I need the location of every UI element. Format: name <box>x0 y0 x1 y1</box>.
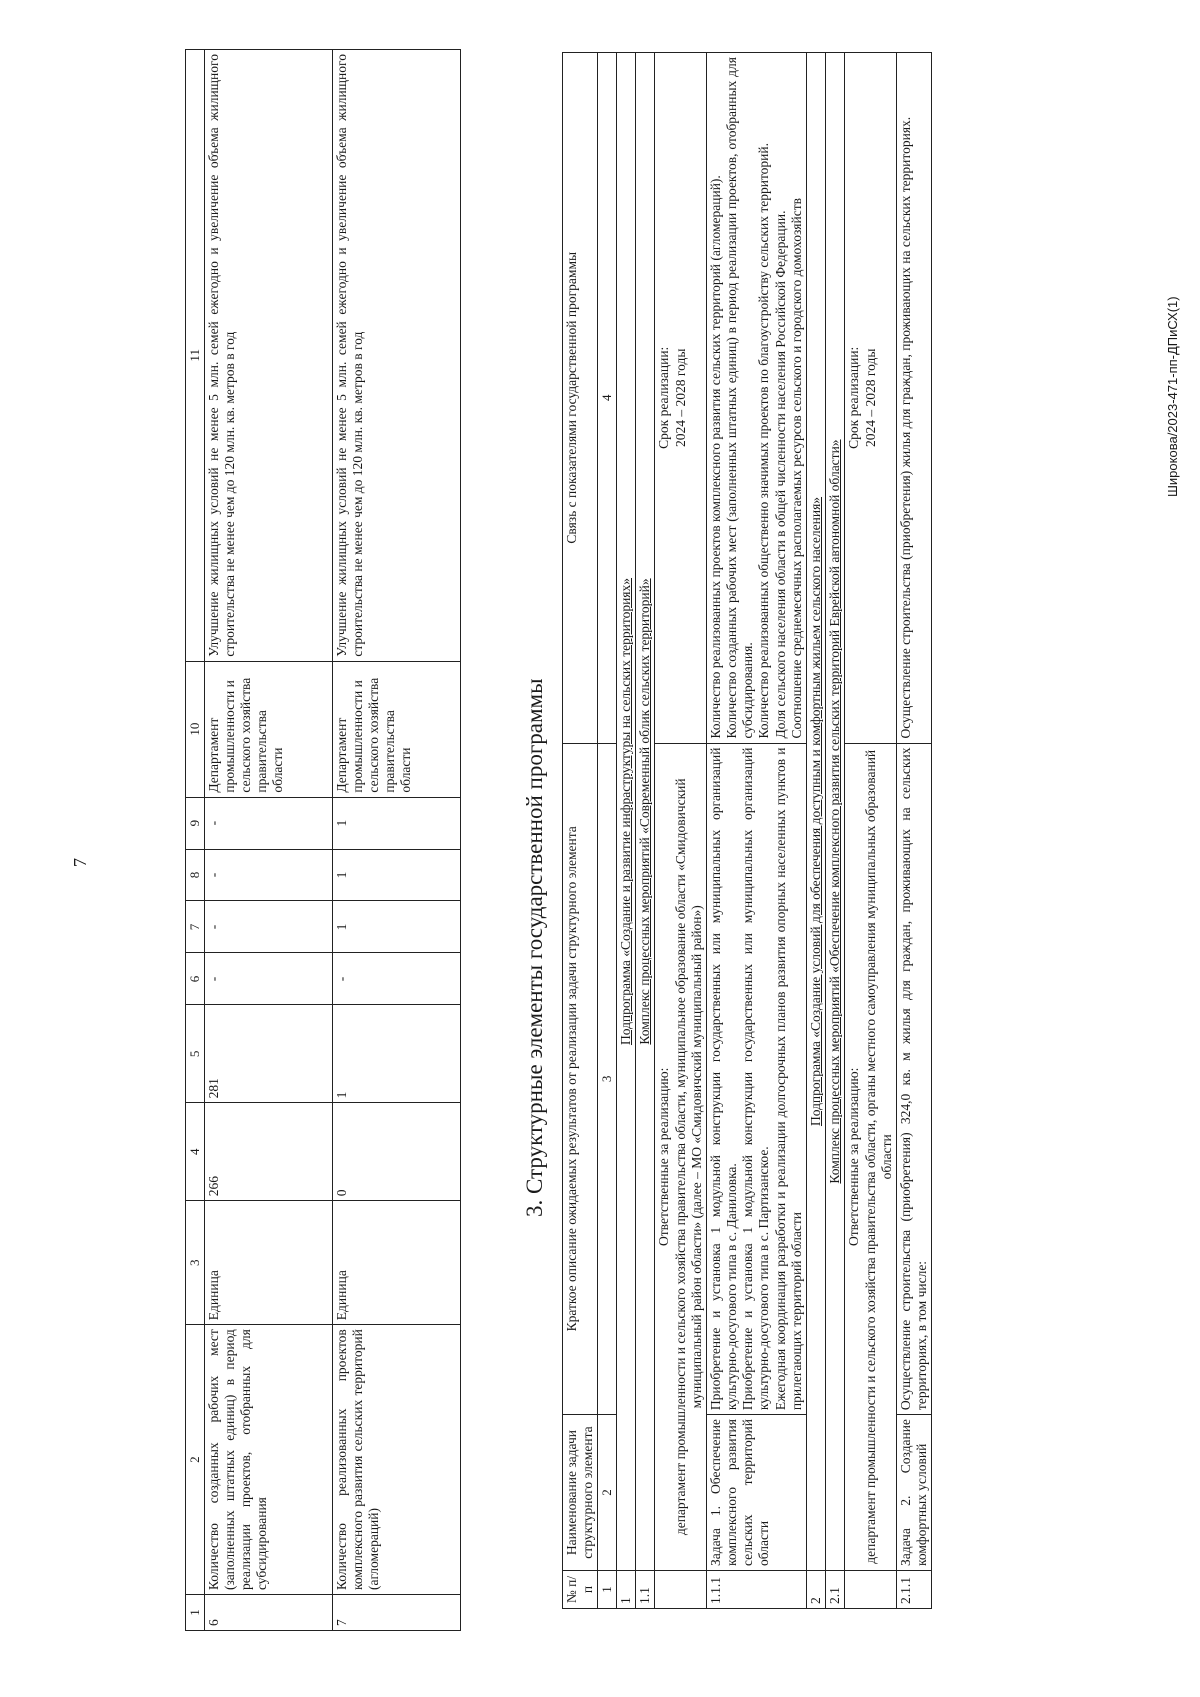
value-cell: 0 <box>332 1103 460 1201</box>
indicator-link: Соотношение среднемесячных располагаемых ресурсов сельского и городского домохозяйств <box>788 198 804 739</box>
value-cell: 1 <box>332 849 460 901</box>
column-number: 4 <box>598 53 617 744</box>
row-number: 1.1.1 <box>706 1571 806 1609</box>
column-header: 10 <box>186 661 205 797</box>
complex-title: Комплекс процессных мероприятий «Современный облик сельских территорий» <box>636 53 655 1571</box>
responsible-block <box>845 743 897 1570</box>
term-value: 2024 – 2028 годы <box>672 348 688 447</box>
column-header: 5 <box>186 1005 205 1103</box>
responsible: Департамент промышленности и сельского хозяйства правительства области <box>332 661 460 797</box>
column-number: 1 <box>598 1571 617 1609</box>
complex-row <box>826 53 845 1609</box>
indicator-name: Количество созданных рабочих мест (заполненных штатных единиц) в период реализации проектов, отобранных для субсидирования <box>204 1325 332 1595</box>
row-number: 2.1.1 <box>896 1571 931 1609</box>
column-header: 11 <box>186 50 205 662</box>
subprogram-row <box>616 53 635 1609</box>
structural-elements-table <box>562 52 932 1609</box>
indicator-link: Количество созданных рабочих мест (заполненных штатных единиц) в период реализации проектов, отобранных для субсидирования. <box>724 57 756 739</box>
column-header: 2 <box>186 1325 205 1595</box>
column-header: 8 <box>186 849 205 901</box>
row-number: 7 <box>332 1595 460 1631</box>
subprogram-title: Подпрограмма «Создание условий для обеспечения доступным и комфортным жильем сельского населения» <box>807 53 826 1571</box>
column-header: 9 <box>186 797 205 849</box>
term-label: Срок реализации: <box>846 346 862 449</box>
indicator-links <box>706 53 806 744</box>
indicator-link: Количество реализованных общественно значимых проектов по благоустройству сельских территорий. <box>756 142 772 739</box>
unit: Единица <box>204 1201 332 1325</box>
responsible-block <box>655 743 707 1570</box>
responsible-text: департамент промышленности и сельского хозяйства правительства области, муниципальное образование области «Смидовичский муниципальный район области» (далее – МО «Смидовичский муниципальный район») <box>672 778 704 1536</box>
value-cell: - <box>332 953 460 1005</box>
responsible-label: Ответственные за реализацию: <box>846 1067 862 1246</box>
responsible-row <box>845 53 897 1609</box>
value-cell: - <box>204 953 332 1005</box>
table-header-row <box>563 53 598 1609</box>
task-description <box>706 743 806 1415</box>
column-header: 6 <box>186 953 205 1005</box>
column-header-task: Наименование задачи структурного элемента <box>563 1415 598 1571</box>
complex-title: Комплекс процессных мероприятий «Обеспечение комплексного развития сельских территорий Еврейской автономной области» <box>826 53 845 1571</box>
section-title: 3. Структурные элементы государственной программы <box>522 678 547 1217</box>
table-header-row <box>186 50 205 1631</box>
responsible: Департамент промышленности и сельского хозяйства правительства области <box>204 661 332 797</box>
value-cell: 281 <box>204 1005 332 1103</box>
column-number: 3 <box>598 743 617 1415</box>
indicators-table <box>185 49 461 1631</box>
term-block <box>655 53 707 744</box>
column-header: 3 <box>186 1201 205 1325</box>
task-description: Осуществление строительства (приобретения) 324,0 кв. м жилья для граждан, проживающих на сельских территориях, в том числе: <box>896 743 931 1415</box>
task-name: Задача 1. Обеспечение комплексного развития сельских территорий области <box>706 1415 806 1571</box>
task-row <box>896 53 931 1609</box>
responsible-label: Ответственные за реализацию: <box>656 1067 672 1246</box>
value-cell: 1 <box>332 797 460 849</box>
page-number: 7 <box>70 858 90 867</box>
subprogram-row <box>807 53 826 1609</box>
table-row <box>204 50 332 1631</box>
indicator-name: Количество реализованных проектов комплексного развития сельских территорий (агломераций) <box>332 1325 460 1595</box>
indicator-link: Доля сельского населения области в общей численности населения Российской Федерации. <box>772 210 788 739</box>
document-code: Широкова/2023-471-пп-ДПиСХ(1) <box>1165 296 1180 497</box>
task-row <box>706 53 806 1609</box>
national-goal: Улучшение жилищных условий не менее 5 млн. семей ежегодно и увеличение объема жилищного строительства не менее чем до 120 млн. кв. метров в год <box>332 50 460 662</box>
column-number: 2 <box>598 1415 617 1571</box>
term-value: 2024 – 2028 годы <box>862 348 878 447</box>
responsible-text: департамент промышленности и сельского хозяйства правительства области, органы местного самоуправления муниципальных образований области <box>862 749 894 1564</box>
column-header: 4 <box>186 1103 205 1201</box>
subprogram-title: Подпрограмма «Создание и развитие инфраструктуры на сельских территориях» <box>616 53 635 1571</box>
responsible-row <box>655 53 707 1609</box>
task-name: Задача 2. Создание комфортных условий <box>896 1415 931 1571</box>
value-cell: 1 <box>332 1005 460 1103</box>
term-block <box>845 53 897 744</box>
row-number: 2 <box>807 1571 826 1609</box>
column-header: 7 <box>186 901 205 953</box>
unit: Единица <box>332 1201 460 1325</box>
column-header-number: № п/п <box>563 1571 598 1609</box>
indicator-link: Осуществление строительства (приобретения) жилья для граждан, проживающих на сельских территориях. <box>896 53 931 744</box>
column-header-description: Краткое описание ожидаемых результатов от реализации задачи структурного элемента <box>563 743 598 1415</box>
value-cell: - <box>204 901 332 953</box>
value-cell: 266 <box>204 1103 332 1201</box>
value-cell: - <box>204 849 332 901</box>
value-cell: 1 <box>332 901 460 953</box>
column-numbers-row <box>598 53 617 1609</box>
row-number: 2.1 <box>826 1571 845 1609</box>
term-label: Срок реализации: <box>656 346 672 449</box>
complex-row <box>636 53 655 1609</box>
row-number: 1.1 <box>636 1571 655 1609</box>
row-number: 6 <box>204 1595 332 1631</box>
table-row <box>332 50 460 1631</box>
indicator-link: Количество реализованных проектов комплексного развития сельских территорий (агломераций). <box>707 175 723 739</box>
description-item: Приобретение и установка 1 модульной конструкции государственных или муниципальных организаций культурно-досугового типа в с. Даниловка. <box>707 747 740 1411</box>
description-item: Ежегодная координация разработки и реализации долгосрочных планов развития опорных населенных пунктов и прилегающих территорий области <box>772 747 804 1411</box>
column-header: 1 <box>186 1595 205 1631</box>
description-item: Приобретение и установка 1 модульной конструкции государственных или муниципальных организаций культурно-досугового типа в с. Партизанское. <box>740 747 772 1411</box>
value-cell: - <box>204 797 332 849</box>
row-number: 1 <box>616 1571 635 1609</box>
national-goal: Улучшение жилищных условий не менее 5 млн. семей ежегодно и увеличение объема жилищного строительства не менее чем до 120 млн. кв. метров в год <box>204 50 332 662</box>
column-header-link: Связь с показателями государственной программы <box>563 53 598 744</box>
